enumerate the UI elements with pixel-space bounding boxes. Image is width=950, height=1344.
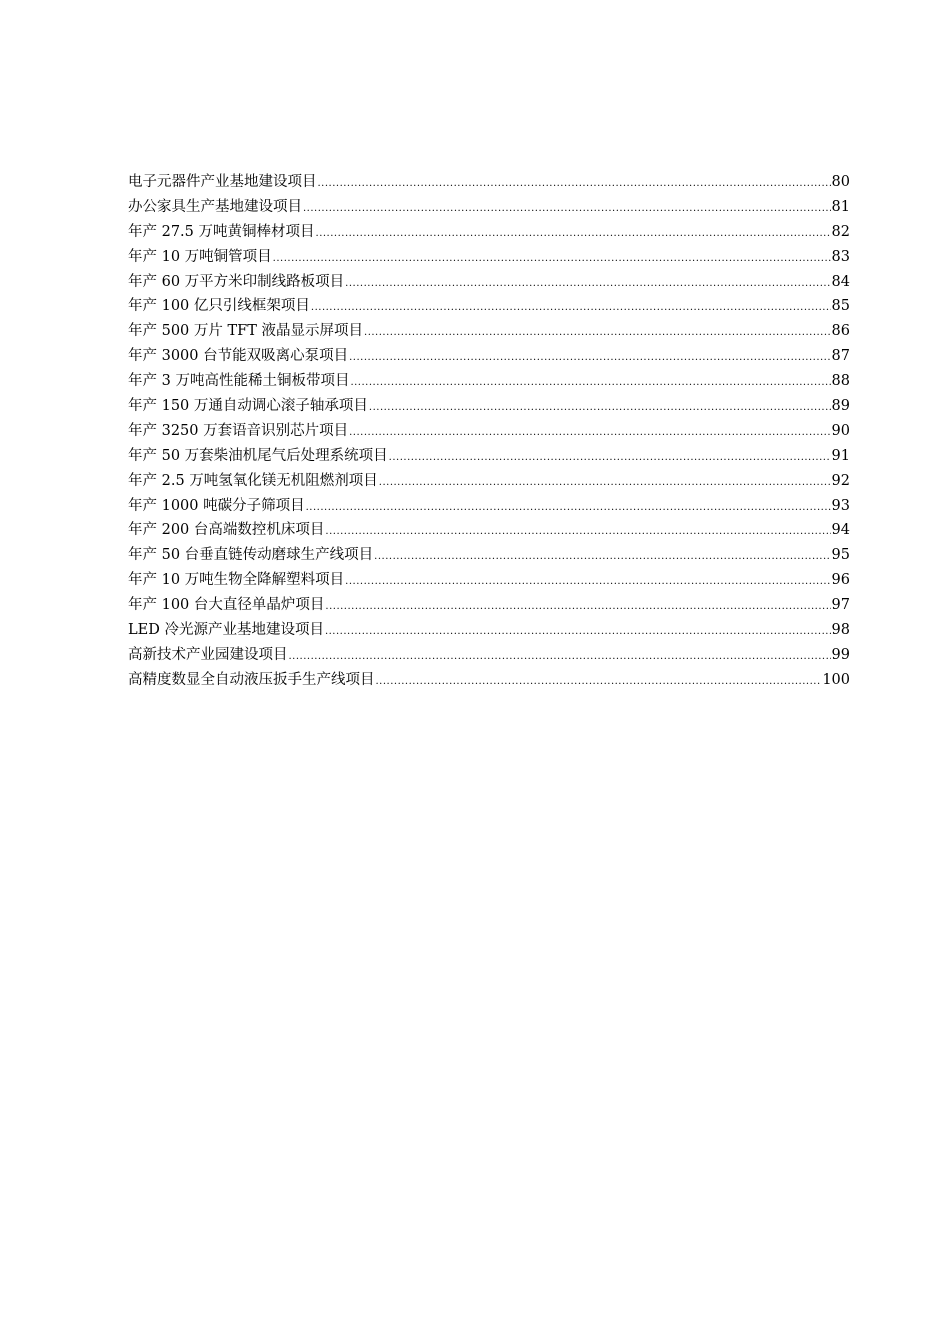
- toc-entry-title: 年产 3000 台节能双吸离心泵项目: [128, 348, 349, 365]
- toc-entry-page: 84: [831, 273, 850, 290]
- toc-entry[interactable]: [128, 220, 850, 245]
- toc-entry-page: 93: [831, 497, 850, 514]
- toc-entry-page: 91: [831, 447, 850, 464]
- toc-entry-title: 年产 50 台垂直链传动磨球生产线项目: [128, 547, 374, 564]
- toc-entry-title: 年产 1000 吨碳分子筛项目: [128, 497, 305, 514]
- toc-entry[interactable]: [128, 494, 850, 519]
- toc-entry-title: 年产 500 万片 TFT 液晶显示屏项目: [128, 323, 364, 340]
- toc-entry[interactable]: [128, 618, 850, 643]
- toc-dot-leader: [325, 620, 831, 645]
- toc-entry[interactable]: [128, 469, 850, 494]
- toc-entry-page: 86: [831, 323, 850, 340]
- toc-entry-page: 83: [831, 248, 850, 265]
- toc-entry-page: 80: [831, 174, 850, 190]
- toc-entry-page: 98: [831, 622, 850, 639]
- toc-entry-title: 年产 50 万套柴油机尾气后处理系统项目: [128, 447, 388, 464]
- toc-entry[interactable]: [128, 419, 850, 444]
- toc-entry-title: 年产 10 万吨铜管项目: [128, 248, 272, 265]
- toc-entry-title: 电子元器件产业基地建设项目: [128, 174, 317, 190]
- table-of-contents: [128, 170, 850, 693]
- toc-entry-title: 年产 3 万吨高性能稀土铜板带项目: [128, 373, 350, 390]
- toc-dot-leader: [325, 595, 830, 620]
- toc-dot-leader: [316, 222, 831, 247]
- toc-entry-title: 高精度数显全自动液压扳手生产线项目: [128, 671, 375, 688]
- toc-dot-leader: [369, 396, 831, 421]
- toc-entry[interactable]: [128, 319, 850, 344]
- toc-dot-leader: [349, 421, 830, 446]
- toc-entry[interactable]: [128, 369, 850, 394]
- toc-dot-leader: [349, 346, 830, 371]
- toc-entry-page: 99: [831, 646, 850, 663]
- toc-entry-page: 100: [822, 671, 850, 688]
- toc-entry-title: 年产 27.5 万吨黄铜棒材项目: [128, 223, 315, 240]
- toc-dot-leader: [374, 545, 830, 570]
- toc-entry[interactable]: [128, 394, 850, 419]
- toc-entry-page: 89: [831, 398, 850, 415]
- toc-entry[interactable]: [128, 270, 850, 295]
- toc-dot-leader: [376, 670, 822, 695]
- toc-entry-title: 年产 100 台大直径单晶炉项目: [128, 597, 325, 614]
- toc-dot-leader: [345, 570, 830, 595]
- toc-entry[interactable]: [128, 518, 850, 543]
- toc-entry[interactable]: [128, 195, 850, 220]
- toc-entry-page: 96: [831, 572, 850, 589]
- toc-entry-title: 年产 60 万平方米印制线路板项目: [128, 273, 345, 290]
- toc-entry[interactable]: [128, 593, 850, 618]
- toc-dot-leader: [350, 371, 830, 396]
- toc-entry-title: 年产 150 万通自动调心滚子轴承项目: [128, 398, 368, 415]
- toc-entry-page: 82: [831, 223, 850, 240]
- toc-entry-page: 85: [831, 298, 850, 315]
- toc-entry-page: 95: [831, 547, 850, 564]
- toc-dot-leader: [379, 471, 831, 496]
- toc-dot-leader: [303, 197, 831, 222]
- toc-dot-leader: [364, 321, 831, 346]
- toc-entry[interactable]: [128, 294, 850, 319]
- toc-entry-title: LED 冷光源产业基地建设项目: [128, 622, 324, 639]
- toc-entry[interactable]: [128, 568, 850, 593]
- toc-entry-title: 年产 3250 万套语音识别芯片项目: [128, 422, 349, 439]
- toc-dot-leader: [389, 446, 831, 471]
- toc-entry[interactable]: [128, 668, 850, 693]
- toc-entry[interactable]: [128, 245, 850, 270]
- toc-dot-leader: [306, 496, 831, 521]
- toc-dot-leader: [345, 272, 830, 297]
- toc-entry-page: 87: [831, 348, 850, 365]
- toc-entry[interactable]: [128, 344, 850, 369]
- toc-entry[interactable]: [128, 444, 850, 469]
- toc-entry-title: 办公家具生产基地建设项目: [128, 198, 302, 215]
- toc-dot-leader: [289, 645, 831, 670]
- toc-entry-title: 年产 200 台高端数控机床项目: [128, 522, 325, 539]
- toc-dot-leader: [318, 172, 831, 197]
- toc-entry-page: 97: [831, 597, 850, 614]
- toc-entry-title: 年产 2.5 万吨氢氧化镁无机阻燃剂项目: [128, 472, 378, 489]
- toc-entry-title: 高新技术产业园建设项目: [128, 646, 288, 663]
- toc-entry[interactable]: [128, 643, 850, 668]
- toc-entry-title: 年产 100 亿只引线框架项目: [128, 298, 310, 315]
- toc-dot-leader: [311, 296, 831, 321]
- toc-entry-page: 88: [831, 373, 850, 390]
- toc-entry-page: 94: [831, 522, 850, 539]
- toc-entry-page: 90: [831, 422, 850, 439]
- toc-dot-leader: [273, 247, 831, 272]
- toc-entry[interactable]: [128, 170, 850, 195]
- toc-entry-page: 81: [831, 198, 850, 215]
- toc-entry-title: 年产 10 万吨生物全降解塑料项目: [128, 572, 345, 589]
- toc-entry-page: 92: [831, 472, 850, 489]
- toc-entry[interactable]: [128, 543, 850, 568]
- toc-dot-leader: [325, 520, 830, 545]
